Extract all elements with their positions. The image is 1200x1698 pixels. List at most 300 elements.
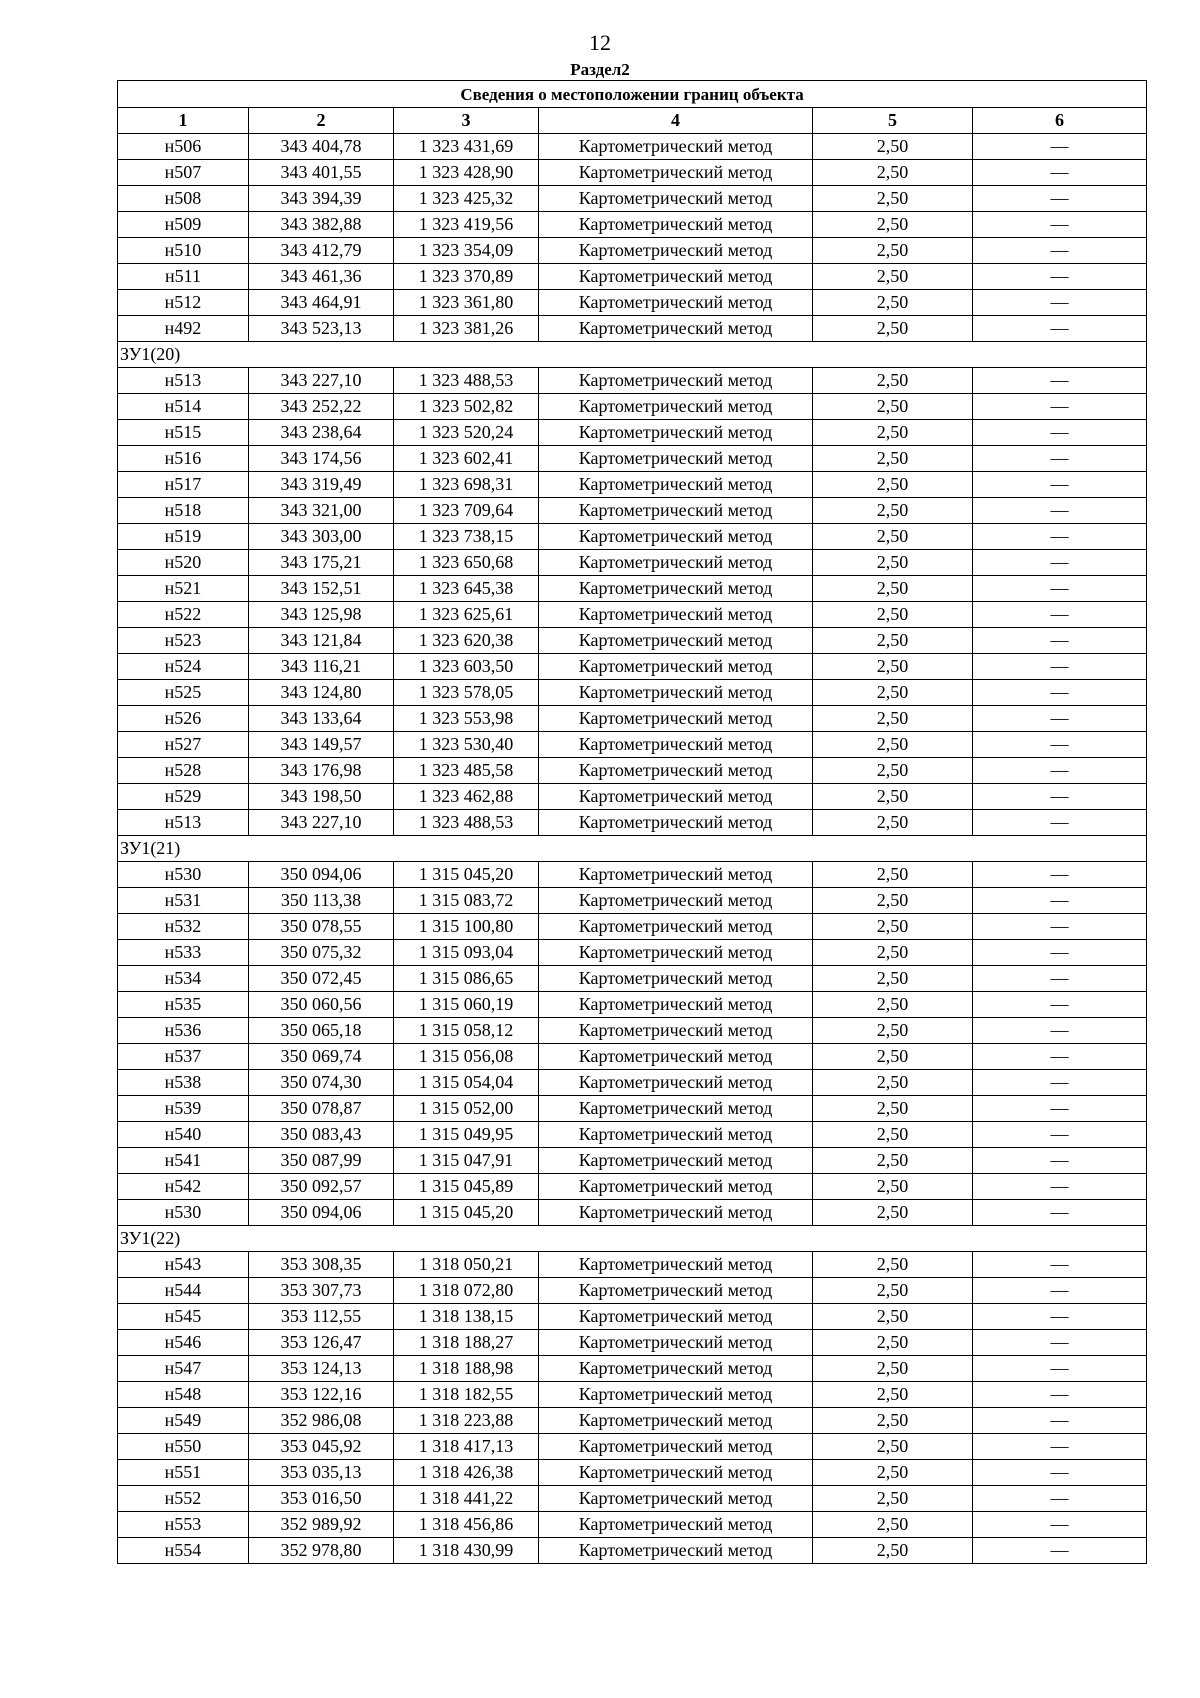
x-coordinate-cell: 350 078,87 — [249, 1096, 394, 1122]
x-coordinate-cell: 343 125,98 — [249, 602, 394, 628]
note-cell: — — [973, 1200, 1147, 1226]
method-cell: Картометрический метод — [539, 1122, 813, 1148]
accuracy-cell: 2,50 — [813, 550, 973, 576]
point-id-cell: н510 — [118, 238, 249, 264]
point-id-cell: н508 — [118, 186, 249, 212]
note-cell: — — [973, 1174, 1147, 1200]
x-coordinate-cell: 343 121,84 — [249, 628, 394, 654]
y-coordinate-cell: 1 323 502,82 — [394, 394, 539, 420]
table-row — [118, 706, 1147, 732]
method-cell: Картометрический метод — [539, 316, 813, 342]
method-cell: Картометрический метод — [539, 1252, 813, 1278]
x-coordinate-cell: 353 126,47 — [249, 1330, 394, 1356]
parcel-group-row — [118, 1226, 1147, 1252]
note-cell: — — [973, 680, 1147, 706]
y-coordinate-cell: 1 323 530,40 — [394, 732, 539, 758]
method-cell: Картометрический метод — [539, 1044, 813, 1070]
method-cell: Картометрический метод — [539, 290, 813, 316]
note-cell: — — [973, 1512, 1147, 1538]
point-id-cell: н553 — [118, 1512, 249, 1538]
table-row — [118, 134, 1147, 160]
point-id-cell: н530 — [118, 862, 249, 888]
note-cell: — — [973, 940, 1147, 966]
table-row — [118, 420, 1147, 446]
table-row — [118, 1174, 1147, 1200]
y-coordinate-cell: 1 323 520,24 — [394, 420, 539, 446]
parcel-group-row — [118, 836, 1147, 862]
method-cell: Картометрический метод — [539, 680, 813, 706]
accuracy-cell: 2,50 — [813, 1460, 973, 1486]
note-cell: — — [973, 602, 1147, 628]
table-row — [118, 810, 1147, 836]
table-row — [118, 1434, 1147, 1460]
y-coordinate-cell: 1 315 100,80 — [394, 914, 539, 940]
point-id-cell: н492 — [118, 316, 249, 342]
note-cell: — — [973, 1408, 1147, 1434]
note-cell: — — [973, 1434, 1147, 1460]
x-coordinate-cell: 343 116,21 — [249, 654, 394, 680]
y-coordinate-cell: 1 315 045,20 — [394, 862, 539, 888]
accuracy-cell: 2,50 — [813, 238, 973, 264]
accuracy-cell: 2,50 — [813, 1278, 973, 1304]
y-coordinate-cell: 1 315 054,04 — [394, 1070, 539, 1096]
y-coordinate-cell: 1 323 650,68 — [394, 550, 539, 576]
point-id-cell: н551 — [118, 1460, 249, 1486]
note-cell: — — [973, 1538, 1147, 1564]
x-coordinate-cell: 350 087,99 — [249, 1148, 394, 1174]
table-row — [118, 966, 1147, 992]
x-coordinate-cell: 353 122,16 — [249, 1382, 394, 1408]
accuracy-cell: 2,50 — [813, 914, 973, 940]
table-caption-row — [118, 81, 1147, 108]
accuracy-cell: 2,50 — [813, 368, 973, 394]
table-row — [118, 784, 1147, 810]
accuracy-cell: 2,50 — [813, 940, 973, 966]
method-cell: Картометрический метод — [539, 1356, 813, 1382]
x-coordinate-cell: 343 252,22 — [249, 394, 394, 420]
point-id-cell: н512 — [118, 290, 249, 316]
table-row — [118, 862, 1147, 888]
method-cell: Картометрический метод — [539, 420, 813, 446]
note-cell: — — [973, 628, 1147, 654]
point-id-cell: н544 — [118, 1278, 249, 1304]
y-coordinate-cell: 1 315 093,04 — [394, 940, 539, 966]
x-coordinate-cell: 343 321,00 — [249, 498, 394, 524]
accuracy-cell: 2,50 — [813, 1330, 973, 1356]
note-cell: — — [973, 1096, 1147, 1122]
table-body — [118, 134, 1147, 1564]
point-id-cell: н518 — [118, 498, 249, 524]
y-coordinate-cell: 1 315 058,12 — [394, 1018, 539, 1044]
accuracy-cell: 2,50 — [813, 394, 973, 420]
method-cell: Картометрический метод — [539, 732, 813, 758]
note-cell: — — [973, 550, 1147, 576]
y-coordinate-cell: 1 323 428,90 — [394, 160, 539, 186]
method-cell: Картометрический метод — [539, 238, 813, 264]
x-coordinate-cell: 350 060,56 — [249, 992, 394, 1018]
method-cell: Картометрический метод — [539, 1278, 813, 1304]
note-cell: — — [973, 238, 1147, 264]
accuracy-cell: 2,50 — [813, 758, 973, 784]
method-cell: Картометрический метод — [539, 810, 813, 836]
table-row — [118, 1330, 1147, 1356]
point-id-cell: н536 — [118, 1018, 249, 1044]
point-id-cell: н522 — [118, 602, 249, 628]
method-cell: Картометрический метод — [539, 914, 813, 940]
table-row — [118, 1148, 1147, 1174]
note-cell: — — [973, 1486, 1147, 1512]
note-cell: — — [973, 290, 1147, 316]
accuracy-cell: 2,50 — [813, 524, 973, 550]
y-coordinate-cell: 1 323 578,05 — [394, 680, 539, 706]
note-cell: — — [973, 654, 1147, 680]
point-id-cell: н519 — [118, 524, 249, 550]
point-id-cell: н541 — [118, 1148, 249, 1174]
note-cell: — — [973, 1122, 1147, 1148]
y-coordinate-cell: 1 323 698,31 — [394, 472, 539, 498]
table-row — [118, 498, 1147, 524]
method-cell: Картометрический метод — [539, 498, 813, 524]
x-coordinate-cell: 353 308,35 — [249, 1252, 394, 1278]
point-id-cell: н549 — [118, 1408, 249, 1434]
accuracy-cell: 2,50 — [813, 862, 973, 888]
table-row — [118, 1382, 1147, 1408]
x-coordinate-cell: 343 464,91 — [249, 290, 394, 316]
method-cell: Картометрический метод — [539, 1408, 813, 1434]
method-cell: Картометрический метод — [539, 758, 813, 784]
x-coordinate-cell: 343 382,88 — [249, 212, 394, 238]
point-id-cell: н521 — [118, 576, 249, 602]
note-cell: — — [973, 1382, 1147, 1408]
table-row — [118, 1486, 1147, 1512]
table-row — [118, 368, 1147, 394]
note-cell: — — [973, 316, 1147, 342]
point-id-cell: н514 — [118, 394, 249, 420]
accuracy-cell: 2,50 — [813, 1174, 973, 1200]
accuracy-cell: 2,50 — [813, 992, 973, 1018]
table-row — [118, 602, 1147, 628]
note-cell: — — [973, 472, 1147, 498]
note-cell: — — [973, 420, 1147, 446]
y-coordinate-cell: 1 323 361,80 — [394, 290, 539, 316]
method-cell: Картометрический метод — [539, 368, 813, 394]
x-coordinate-cell: 350 083,43 — [249, 1122, 394, 1148]
table-row — [118, 1304, 1147, 1330]
point-id-cell: н545 — [118, 1304, 249, 1330]
x-coordinate-cell: 343 176,98 — [249, 758, 394, 784]
y-coordinate-cell: 1 318 050,21 — [394, 1252, 539, 1278]
accuracy-cell: 2,50 — [813, 1356, 973, 1382]
table-row — [118, 680, 1147, 706]
x-coordinate-cell: 343 133,64 — [249, 706, 394, 732]
table-row — [118, 1096, 1147, 1122]
point-id-cell: н550 — [118, 1434, 249, 1460]
point-id-cell: н513 — [118, 368, 249, 394]
point-id-cell: н554 — [118, 1538, 249, 1564]
accuracy-cell: 2,50 — [813, 1070, 973, 1096]
table-row — [118, 472, 1147, 498]
accuracy-cell: 2,50 — [813, 1018, 973, 1044]
y-coordinate-cell: 1 315 045,89 — [394, 1174, 539, 1200]
note-cell: — — [973, 1330, 1147, 1356]
accuracy-cell: 2,50 — [813, 1096, 973, 1122]
y-coordinate-cell: 1 323 354,09 — [394, 238, 539, 264]
note-cell: — — [973, 1070, 1147, 1096]
note-cell: — — [973, 160, 1147, 186]
accuracy-cell: 2,50 — [813, 134, 973, 160]
accuracy-cell: 2,50 — [813, 446, 973, 472]
x-coordinate-cell: 352 986,08 — [249, 1408, 394, 1434]
note-cell: — — [973, 368, 1147, 394]
y-coordinate-cell: 1 318 223,88 — [394, 1408, 539, 1434]
note-cell: — — [973, 862, 1147, 888]
note-cell: — — [973, 1252, 1147, 1278]
method-cell: Картометрический метод — [539, 212, 813, 238]
table-row — [118, 1538, 1147, 1564]
table-row — [118, 914, 1147, 940]
y-coordinate-cell: 1 315 047,91 — [394, 1148, 539, 1174]
accuracy-cell: 2,50 — [813, 498, 973, 524]
y-coordinate-cell: 1 323 602,41 — [394, 446, 539, 472]
note-cell: — — [973, 1460, 1147, 1486]
point-id-cell: н532 — [118, 914, 249, 940]
method-cell: Картометрический метод — [539, 1096, 813, 1122]
column-header: 5 — [813, 108, 973, 134]
y-coordinate-cell: 1 323 645,38 — [394, 576, 539, 602]
accuracy-cell: 2,50 — [813, 420, 973, 446]
y-coordinate-cell: 1 318 182,55 — [394, 1382, 539, 1408]
point-id-cell: н534 — [118, 966, 249, 992]
point-id-cell: н526 — [118, 706, 249, 732]
method-cell: Картометрический метод — [539, 862, 813, 888]
x-coordinate-cell: 343 227,10 — [249, 368, 394, 394]
accuracy-cell: 2,50 — [813, 888, 973, 914]
point-id-cell: н538 — [118, 1070, 249, 1096]
y-coordinate-cell: 1 323 370,89 — [394, 264, 539, 290]
x-coordinate-cell: 343 198,50 — [249, 784, 394, 810]
y-coordinate-cell: 1 318 072,80 — [394, 1278, 539, 1304]
point-id-cell: н547 — [118, 1356, 249, 1382]
method-cell: Картометрический метод — [539, 134, 813, 160]
method-cell: Картометрический метод — [539, 1018, 813, 1044]
method-cell: Картометрический метод — [539, 1512, 813, 1538]
accuracy-cell: 2,50 — [813, 706, 973, 732]
x-coordinate-cell: 343 227,10 — [249, 810, 394, 836]
note-cell: — — [973, 888, 1147, 914]
point-id-cell: н525 — [118, 680, 249, 706]
note-cell: — — [973, 1278, 1147, 1304]
accuracy-cell: 2,50 — [813, 1304, 973, 1330]
y-coordinate-cell: 1 323 381,26 — [394, 316, 539, 342]
table-row — [118, 212, 1147, 238]
y-coordinate-cell: 1 323 485,58 — [394, 758, 539, 784]
accuracy-cell: 2,50 — [813, 212, 973, 238]
x-coordinate-cell: 353 016,50 — [249, 1486, 394, 1512]
accuracy-cell: 2,50 — [813, 966, 973, 992]
point-id-cell: н530 — [118, 1200, 249, 1226]
x-coordinate-cell: 353 112,55 — [249, 1304, 394, 1330]
point-id-cell: н529 — [118, 784, 249, 810]
section-title: Раздел2 — [570, 60, 630, 79]
method-cell: Картометрический метод — [539, 1070, 813, 1096]
x-coordinate-cell: 350 074,30 — [249, 1070, 394, 1096]
accuracy-cell: 2,50 — [813, 1382, 973, 1408]
table-row — [118, 160, 1147, 186]
y-coordinate-cell: 1 318 188,27 — [394, 1330, 539, 1356]
method-cell: Картометрический метод — [539, 576, 813, 602]
method-cell: Картометрический метод — [539, 1148, 813, 1174]
x-coordinate-cell: 343 412,79 — [249, 238, 394, 264]
point-id-cell: н520 — [118, 550, 249, 576]
accuracy-cell: 2,50 — [813, 1200, 973, 1226]
method-cell: Картометрический метод — [539, 394, 813, 420]
table-row — [118, 1460, 1147, 1486]
accuracy-cell: 2,50 — [813, 784, 973, 810]
y-coordinate-cell: 1 323 625,61 — [394, 602, 539, 628]
table-row — [118, 1512, 1147, 1538]
note-cell: — — [973, 784, 1147, 810]
method-cell: Картометрический метод — [539, 966, 813, 992]
x-coordinate-cell: 343 401,55 — [249, 160, 394, 186]
method-cell: Картометрический метод — [539, 1460, 813, 1486]
point-id-cell: н515 — [118, 420, 249, 446]
note-cell: — — [973, 966, 1147, 992]
y-coordinate-cell: 1 323 553,98 — [394, 706, 539, 732]
note-cell: — — [973, 524, 1147, 550]
note-cell: — — [973, 732, 1147, 758]
x-coordinate-cell: 350 069,74 — [249, 1044, 394, 1070]
accuracy-cell: 2,50 — [813, 1538, 973, 1564]
point-id-cell: н548 — [118, 1382, 249, 1408]
note-cell: — — [973, 394, 1147, 420]
point-id-cell: н527 — [118, 732, 249, 758]
parcel-group-title: ЗУ1(20) — [118, 342, 1147, 368]
point-id-cell: н533 — [118, 940, 249, 966]
table-row — [118, 446, 1147, 472]
method-cell: Картометрический метод — [539, 654, 813, 680]
note-cell: — — [973, 498, 1147, 524]
point-id-cell: н528 — [118, 758, 249, 784]
table-row — [118, 1070, 1147, 1096]
accuracy-cell: 2,50 — [813, 186, 973, 212]
column-header: 4 — [539, 108, 813, 134]
method-cell: Картометрический метод — [539, 186, 813, 212]
x-coordinate-cell: 350 113,38 — [249, 888, 394, 914]
method-cell: Картометрический метод — [539, 1486, 813, 1512]
x-coordinate-cell: 343 523,13 — [249, 316, 394, 342]
method-cell: Картометрический метод — [539, 888, 813, 914]
note-cell: — — [973, 1356, 1147, 1382]
table-header-row — [118, 108, 1147, 134]
method-cell: Картометрический метод — [539, 628, 813, 654]
y-coordinate-cell: 1 318 417,13 — [394, 1434, 539, 1460]
column-header: 6 — [973, 108, 1147, 134]
x-coordinate-cell: 343 174,56 — [249, 446, 394, 472]
y-coordinate-cell: 1 323 603,50 — [394, 654, 539, 680]
note-cell: — — [973, 1304, 1147, 1330]
note-cell: — — [973, 576, 1147, 602]
accuracy-cell: 2,50 — [813, 1434, 973, 1460]
y-coordinate-cell: 1 323 620,38 — [394, 628, 539, 654]
accuracy-cell: 2,50 — [813, 1148, 973, 1174]
y-coordinate-cell: 1 323 488,53 — [394, 368, 539, 394]
table-row — [118, 264, 1147, 290]
method-cell: Картометрический метод — [539, 1200, 813, 1226]
point-id-cell: н511 — [118, 264, 249, 290]
method-cell: Картометрический метод — [539, 1174, 813, 1200]
point-id-cell: н539 — [118, 1096, 249, 1122]
accuracy-cell: 2,50 — [813, 1122, 973, 1148]
accuracy-cell: 2,50 — [813, 264, 973, 290]
table-row — [118, 1200, 1147, 1226]
table-row — [118, 238, 1147, 264]
accuracy-cell: 2,50 — [813, 732, 973, 758]
y-coordinate-cell: 1 318 456,86 — [394, 1512, 539, 1538]
note-cell: — — [973, 914, 1147, 940]
table-row — [118, 758, 1147, 784]
point-id-cell: н507 — [118, 160, 249, 186]
point-id-cell: н506 — [118, 134, 249, 160]
method-cell: Картометрический метод — [539, 992, 813, 1018]
parcel-group-row — [118, 342, 1147, 368]
table-row — [118, 1356, 1147, 1382]
accuracy-cell: 2,50 — [813, 1044, 973, 1070]
method-cell: Картометрический метод — [539, 784, 813, 810]
accuracy-cell: 2,50 — [813, 628, 973, 654]
point-id-cell: н509 — [118, 212, 249, 238]
x-coordinate-cell: 350 078,55 — [249, 914, 394, 940]
method-cell: Картометрический метод — [539, 602, 813, 628]
table-row — [118, 654, 1147, 680]
note-cell: — — [973, 134, 1147, 160]
point-id-cell: н523 — [118, 628, 249, 654]
x-coordinate-cell: 350 094,06 — [249, 1200, 394, 1226]
note-cell: — — [973, 186, 1147, 212]
accuracy-cell: 2,50 — [813, 680, 973, 706]
note-cell: — — [973, 264, 1147, 290]
x-coordinate-cell: 343 404,78 — [249, 134, 394, 160]
accuracy-cell: 2,50 — [813, 1486, 973, 1512]
accuracy-cell: 2,50 — [813, 1512, 973, 1538]
table-row — [118, 992, 1147, 1018]
y-coordinate-cell: 1 323 709,64 — [394, 498, 539, 524]
parcel-group-title: ЗУ1(21) — [118, 836, 1147, 862]
method-cell: Картометрический метод — [539, 446, 813, 472]
note-cell: — — [973, 706, 1147, 732]
x-coordinate-cell: 343 303,00 — [249, 524, 394, 550]
note-cell: — — [973, 446, 1147, 472]
point-id-cell: н537 — [118, 1044, 249, 1070]
column-header: 1 — [118, 108, 249, 134]
x-coordinate-cell: 343 238,64 — [249, 420, 394, 446]
method-cell: Картометрический метод — [539, 1304, 813, 1330]
accuracy-cell: 2,50 — [813, 1408, 973, 1434]
point-id-cell: н552 — [118, 1486, 249, 1512]
accuracy-cell: 2,50 — [813, 810, 973, 836]
accuracy-cell: 2,50 — [813, 160, 973, 186]
point-id-cell: н535 — [118, 992, 249, 1018]
method-cell: Картометрический метод — [539, 160, 813, 186]
note-cell: — — [973, 1148, 1147, 1174]
table-caption: Сведения о местоположении границ объекта — [118, 81, 1147, 108]
accuracy-cell: 2,50 — [813, 290, 973, 316]
method-cell: Картометрический метод — [539, 264, 813, 290]
method-cell: Картометрический метод — [539, 940, 813, 966]
y-coordinate-cell: 1 315 060,19 — [394, 992, 539, 1018]
y-coordinate-cell: 1 315 045,20 — [394, 1200, 539, 1226]
table-row — [118, 1252, 1147, 1278]
y-coordinate-cell: 1 318 138,15 — [394, 1304, 539, 1330]
